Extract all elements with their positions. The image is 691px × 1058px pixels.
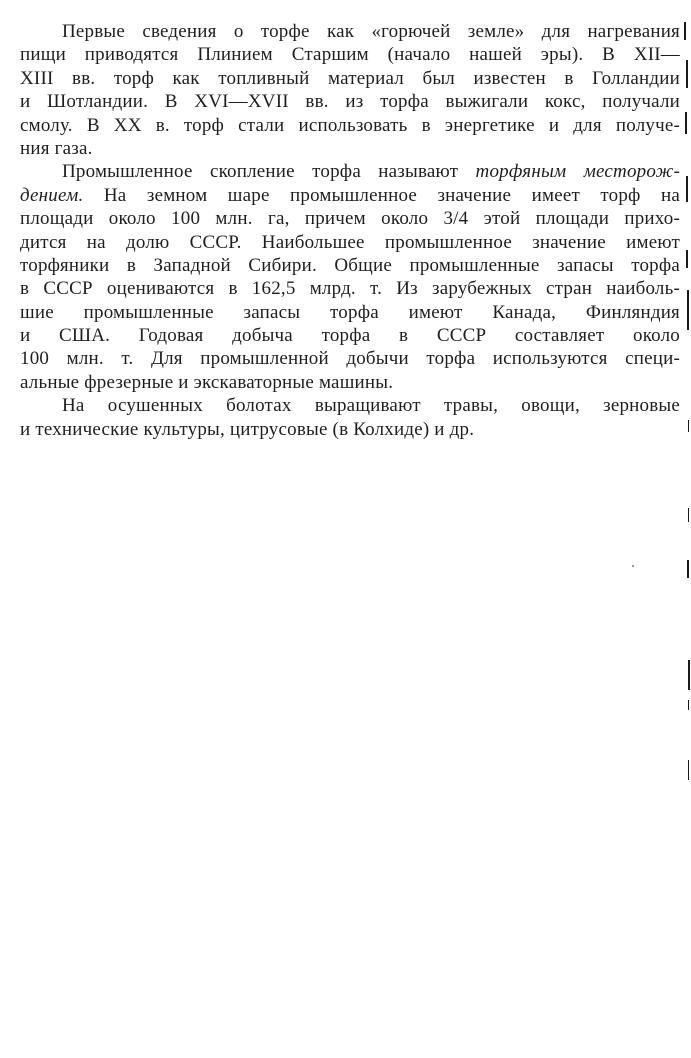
paragraph-1: [20, 20, 680, 160]
text-line: и США. Годовая добыча торфа в СССР составляет около: [20, 325, 680, 347]
scan-edge-mark: [685, 112, 687, 134]
scan-edge-mark: [686, 176, 688, 202]
text-line: 100 млн. т. Для промышленной добычи торфа используются специ-: [20, 348, 680, 370]
scan-edge-mark: [686, 250, 688, 268]
body-text: [20, 20, 680, 441]
text-line: шие промышленные запасы торфа имеют Канада, Финляндия: [20, 301, 680, 323]
text-line: пищи приводятся Плинием Старшим (начало нашей эры). В XII—: [20, 44, 680, 66]
scan-edge-mark: [684, 22, 686, 40]
text-line: На осушенных болотах выращивают травы, овощи, зерновые: [62, 395, 680, 417]
text-line: [20, 160, 680, 183]
scan-edge-mark: [688, 420, 689, 432]
scan-speck: [632, 565, 634, 567]
text-line: дится на долю СССР. Наибольшее промышленное значение имеют: [20, 231, 680, 253]
text-line: смолу. В XX в. торф стали использовать в энергетике и для получе-: [20, 114, 680, 136]
text-line: ния газа.: [20, 137, 93, 159]
text-line: и технические культуры, цитрусовые (в Колхиде) и др.: [20, 418, 475, 440]
text-line: XIII вв. торф как топливный материал был известен в Голландии: [20, 67, 680, 89]
text-segment: На земном шаре промышленное значение имеет торф на: [83, 184, 680, 206]
paragraph-3: [20, 394, 680, 441]
italic-term: торфяным месторож-: [475, 161, 681, 183]
scan-edge-mark: [688, 700, 689, 710]
scan-edge-mark: [688, 508, 689, 522]
text-line: [20, 184, 680, 207]
text-line: торфяники в Западной Сибири. Общие промышленные запасы торфа: [20, 254, 680, 276]
scan-edge-mark: [688, 660, 690, 690]
text-line: в СССР оцениваются в 162,5 млрд. т. Из зарубежных стран наиболь-: [20, 278, 680, 300]
scan-edge-mark: [688, 760, 689, 780]
text-line: площади около 100 млн. га, причем около 3/4 этой площади прихо-: [20, 208, 680, 230]
paragraph-2: [20, 160, 680, 394]
text-segment: Промышленное скопление торфа называют: [62, 161, 459, 183]
scan-edge-mark: [687, 560, 689, 578]
text-line: Первые сведения о торфе как «горючей земле» для нагревания: [62, 21, 680, 42]
scan-edge-mark: [687, 290, 689, 330]
scan-edge-mark: [686, 60, 688, 88]
italic-term: дением.: [20, 184, 84, 206]
text-line: и Шотландии. В XVI—XVII вв. из торфа выжигали кокс, получали: [20, 91, 680, 113]
text-line: альные фрезерные и экскаваторные машины.: [20, 371, 394, 393]
